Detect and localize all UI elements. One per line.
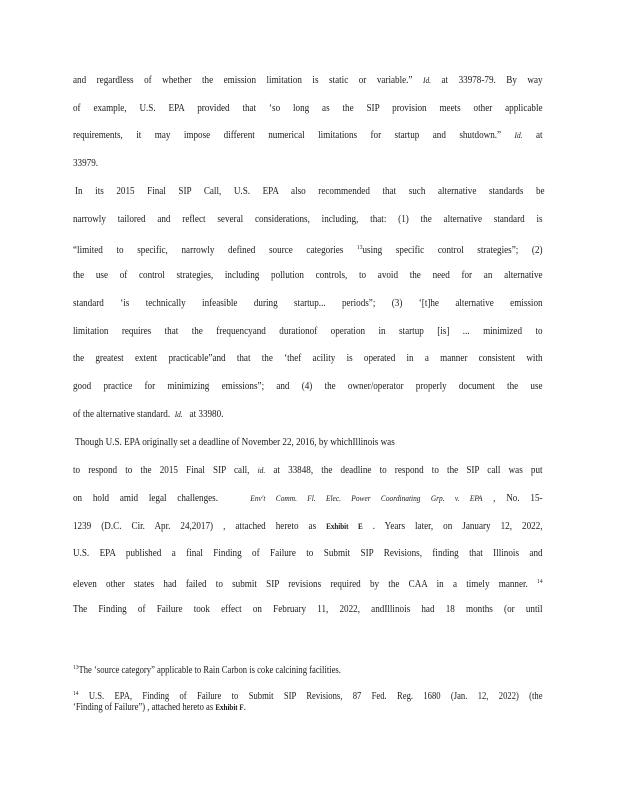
text-line: eleven other states had failed to submit SIP revisions required by the CAA in a timely manner. $^{14}$ <box>73 578 543 590</box>
footnote-continuation: ‘Finding of Failure”) , attached hereto as Exhibit F. <box>73 702 246 713</box>
text-line: of example, U.S. EPA provided that ‘so long as the SIP provision meets other applicable <box>73 103 543 114</box>
exhibit-label: Exhibit E <box>326 522 363 531</box>
exhibit-label: Exhibit F <box>215 703 244 712</box>
citation: Id. <box>422 75 432 85</box>
text-line: and regardless of whether the emission limitation is static or variable.” Id. at 33978-79. By way <box>73 75 543 86</box>
text-line: Though U.S. EPA originally set a deadline of November 22, 2016, by whichIllinois was <box>75 437 395 448</box>
text-line: the greatest extent practicable”and that the ‘thef acility is operated in a manner consistent with <box>73 353 543 364</box>
text-line: the use of control strategies, including pollution controls, to avoid the need for an alternative <box>73 270 543 281</box>
text-line: limitation requires that the frequencyand durationof operation in startup [is] ... minimized to <box>73 326 543 337</box>
case-citation: Env't Comm. Fl. Elec. Power Coordinating Grp. v. EPA <box>250 493 483 503</box>
citation: id. <box>257 465 266 475</box>
text-line: of the alternative standard. Id. at 33980. <box>73 409 224 420</box>
text-line: U.S. EPA published a final Finding of Failure to Submit SIP Revisions, finding that Illinois and <box>73 548 543 559</box>
citation: Id. <box>174 409 183 419</box>
text-line: requirements, it may impose different numerical limitations for startup and shutdown.” Id. at <box>73 130 543 141</box>
footnote-number: 13 <box>73 664 79 671</box>
footnote: $^{13}$The ‘source category” applicable to Rain Carbon is coke calcining facilities. <box>73 664 341 676</box>
text-line: “limited to specific, narrowly defined source categories $^{13}$using specific control strategies”; (2) <box>73 244 543 256</box>
text-line: In its 2015 Final SIP Call, U.S. EPA also recommended that such alternative standards be <box>75 186 545 197</box>
text-line: narrowly tailored and reflect several considerations, including, that: (1) the alternative standard is <box>73 214 543 225</box>
footnote-ref[interactable]: 13 <box>356 244 363 251</box>
text-line: good practice for minimizing emissions”; and (4) the owner/operator properly document the use <box>73 381 543 392</box>
footnote: $^{14}$ U.S. EPA, Finding of Failure to Submit SIP Revisions, 87 Fed. Reg. 1680 (Jan. 12, 2022) (the <box>73 690 543 702</box>
text-line: standard ‘is technically infeasible during startup... periods”; (3) ‘[t]he alternative emission <box>73 298 543 309</box>
text-line: on hold amid legal challenges. Env't Comm. Fl. Elec. Power Coordinating Grp. v. EPA , No. 15- <box>73 493 543 504</box>
text-line: 1239 (D.C. Cir. Apr. 24,2017) , attached hereto as Exhibit E . Years later, on January 12, 2022, <box>73 521 543 532</box>
footnote-ref[interactable]: 14 <box>537 578 543 585</box>
footnote-number: 14 <box>73 690 79 697</box>
text-line: to respond to the 2015 Final SIP call, id. at 33848, the deadline to respond to the SIP call was put <box>73 465 543 476</box>
text-line: The Finding of Failure took effect on February 11, 2022, andIllinois had 18 months (or until <box>73 604 543 615</box>
text-line: 33979. <box>73 158 99 169</box>
citation: Id. <box>514 130 523 140</box>
